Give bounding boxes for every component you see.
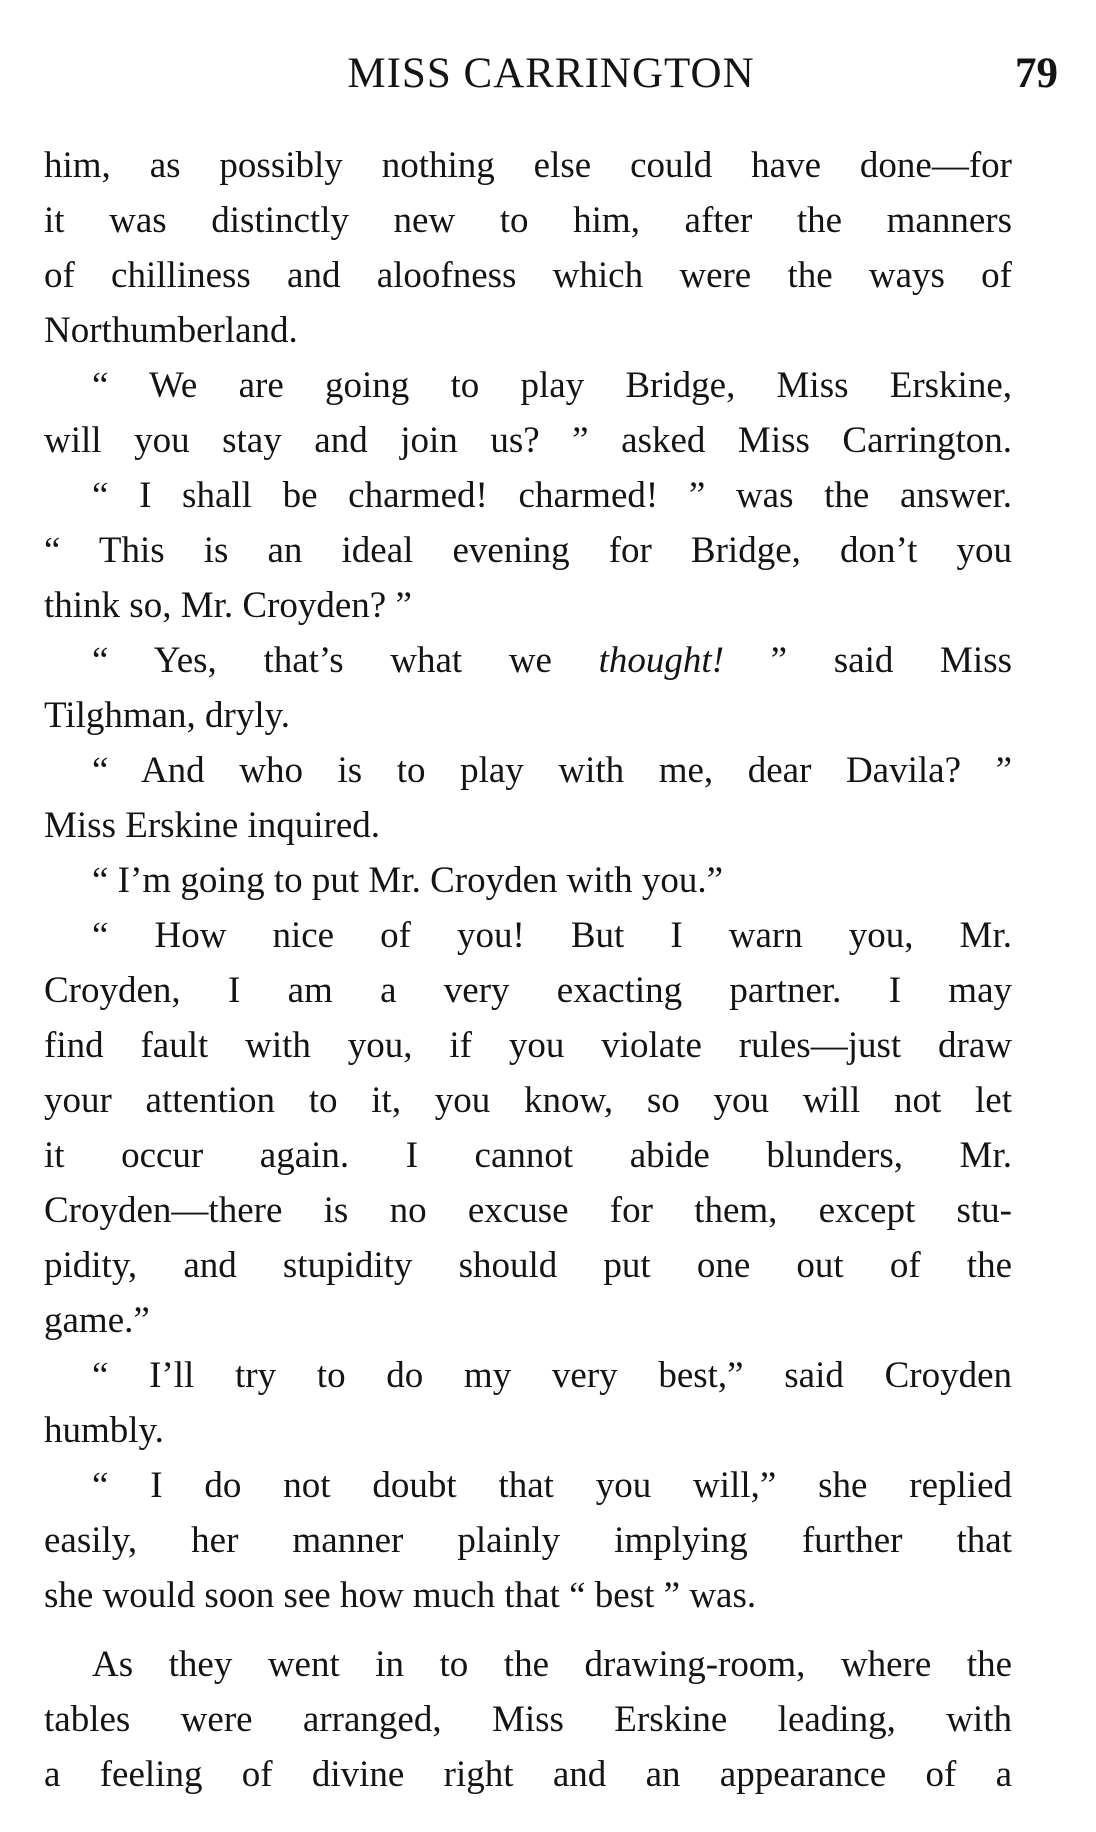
text-line: “ This is an ideal evening for Bridge, don’t you <box>44 530 1012 571</box>
paragraph <box>44 1458 1012 1623</box>
paragraph <box>44 1348 1012 1458</box>
paragraph <box>44 138 1012 358</box>
text-line: “ And who is to play with me, dear Davila? ” <box>92 750 1012 791</box>
paragraph <box>44 743 1012 853</box>
text-line: will you stay and join us? ” asked Miss Carrington. <box>44 420 1012 461</box>
text-line: of chilliness and aloofness which were the ways of <box>44 255 1012 296</box>
text-line: Northumberland. <box>44 310 298 351</box>
text-line: tables were arranged, Miss Erskine leading, with <box>44 1699 1012 1740</box>
text-line: him, as possibly nothing else could have done—for <box>44 145 1012 186</box>
text-line: “ I’m going to put Mr. Croyden with you.” <box>92 860 723 901</box>
text-fragment: ” said Miss <box>724 640 1012 681</box>
text-line: pidity, and stupidity should put one out of the <box>44 1245 1012 1286</box>
text-line: “ How nice of you! But I warn you, Mr. <box>92 915 1012 956</box>
text-line: As they went in to the drawing-room, where the <box>92 1644 1012 1685</box>
text-line: find fault with you, if you violate rules—just draw <box>44 1025 1012 1066</box>
running-title: MISS CARRINGTON <box>347 50 755 97</box>
text-line: “ I’ll try to do my very best,” said Croyden <box>92 1355 1012 1396</box>
body-text <box>44 138 1012 1802</box>
text-fragment: “ Yes, that’s what we <box>92 640 599 681</box>
text-line: it was distinctly new to him, after the manners <box>44 200 1012 241</box>
page-number: 79 <box>1015 50 1058 97</box>
text-line: Croyden, I am a very exacting partner. I may <box>44 970 1012 1011</box>
text-line: she would soon see how much that “ best ” was. <box>44 1575 757 1616</box>
text-line: Croyden—there is no excuse for them, except stu- <box>44 1190 1012 1231</box>
text-line: your attention to it, you know, so you will not let <box>44 1080 1012 1121</box>
paragraph <box>44 853 1012 908</box>
text-line: Tilghman, dryly. <box>44 695 291 736</box>
paragraph <box>44 633 1012 743</box>
text-line: “ I do not doubt that you will,” she replied <box>92 1465 1012 1506</box>
italic-text: thought! <box>598 640 725 681</box>
paragraph <box>44 468 1012 633</box>
text-line: Miss Erskine inquired. <box>44 805 381 846</box>
paragraph <box>44 358 1012 468</box>
paragraph <box>44 908 1012 1348</box>
text-line: game.” <box>44 1300 150 1341</box>
text-line: humbly. <box>44 1410 164 1451</box>
text-line: “ I shall be charmed! charmed! ” was the answer. <box>92 475 1012 516</box>
text-line: it occur again. I cannot abide blunders, Mr. <box>44 1135 1012 1176</box>
text-line <box>44 633 1012 688</box>
text-line: think so, Mr. Croyden? ” <box>44 585 412 626</box>
running-head <box>44 44 1058 104</box>
text-line: a feeling of divine right and an appearance of a <box>44 1754 1012 1795</box>
text-line: easily, her manner plainly implying further that <box>44 1520 1012 1561</box>
text-line: “ We are going to play Bridge, Miss Erskine, <box>92 365 1012 406</box>
paragraph-gap <box>44 1623 1012 1637</box>
paragraph <box>44 1637 1012 1802</box>
